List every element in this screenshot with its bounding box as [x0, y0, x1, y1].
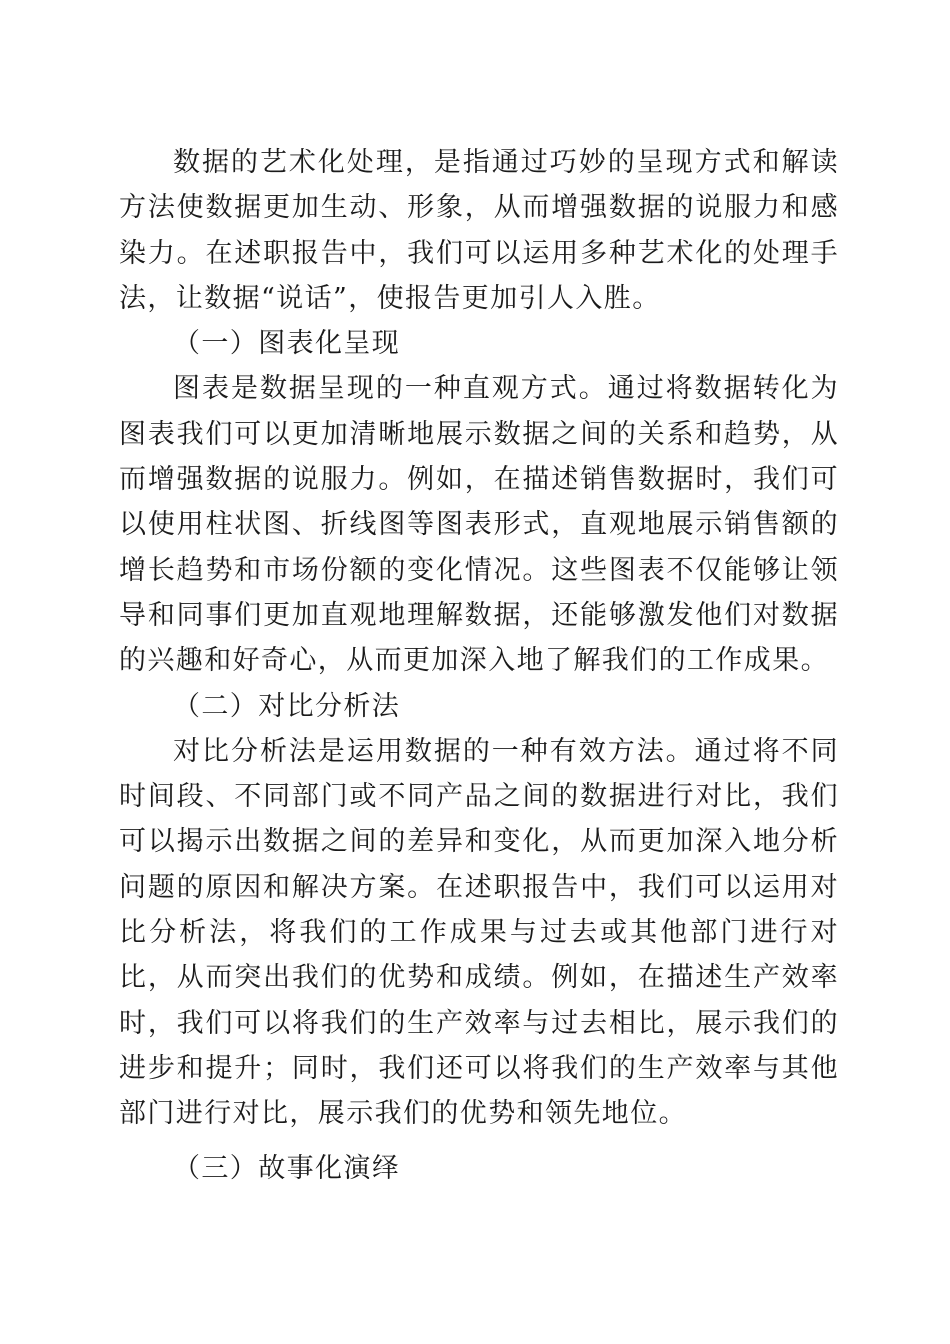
section-heading-storytelling: （三）故事化演绎	[173, 1152, 401, 1184]
section-heading-comparison: （二）对比分析法	[173, 690, 401, 722]
intro-paragraph: 数据的艺术化处理，是指通过巧妙的呈现方式和解读方法使数据更加生动、形象，从而增强数据的说服力和感染力。在述职报告中，我们可以运用多种艺术化的处理手法，让数据“说话”，使报告更加引人入胜。	[119, 147, 839, 314]
section-body-charts: 图表是数据呈现的一种直观方式。通过将数据转化为图表我们可以更加清晰地展示数据之间的关系和趋势，从而增强数据的说服力。例如，在描述销售数据时，我们可以使用柱状图、折线图等图表形式，直观地展示销售额的增长趋势和市场份额的变化情况。这些图表不仅能够让领导和同事们更加直观地理解数据，还能够激发他们对数据的兴趣和好奇心，从而更加深入地了解我们的工作成果。	[119, 373, 839, 677]
section-heading-charts: （一）图表化呈现	[173, 328, 401, 360]
document-body	[119, 140, 839, 1191]
section-body-comparison: 对比分析法是运用数据的一种有效方法。通过将不同时间段、不同部门或不同产品之间的数据进行对比，我们可以揭示出数据之间的差异和变化，从而更加深入地分析问题的原因和解决方案。在述职报告中，我们可以运用对比分析法，将我们的工作成果与过去或其他部门进行对比，从而突出我们的优势和成绩。例如，在描述生产效率时，我们可以将我们的生产效率与过去相比，展示我们的进步和提升；同时，我们还可以将我们的生产效率与其他部门进行对比，展示我们的优势和领先地位。	[119, 735, 839, 1130]
